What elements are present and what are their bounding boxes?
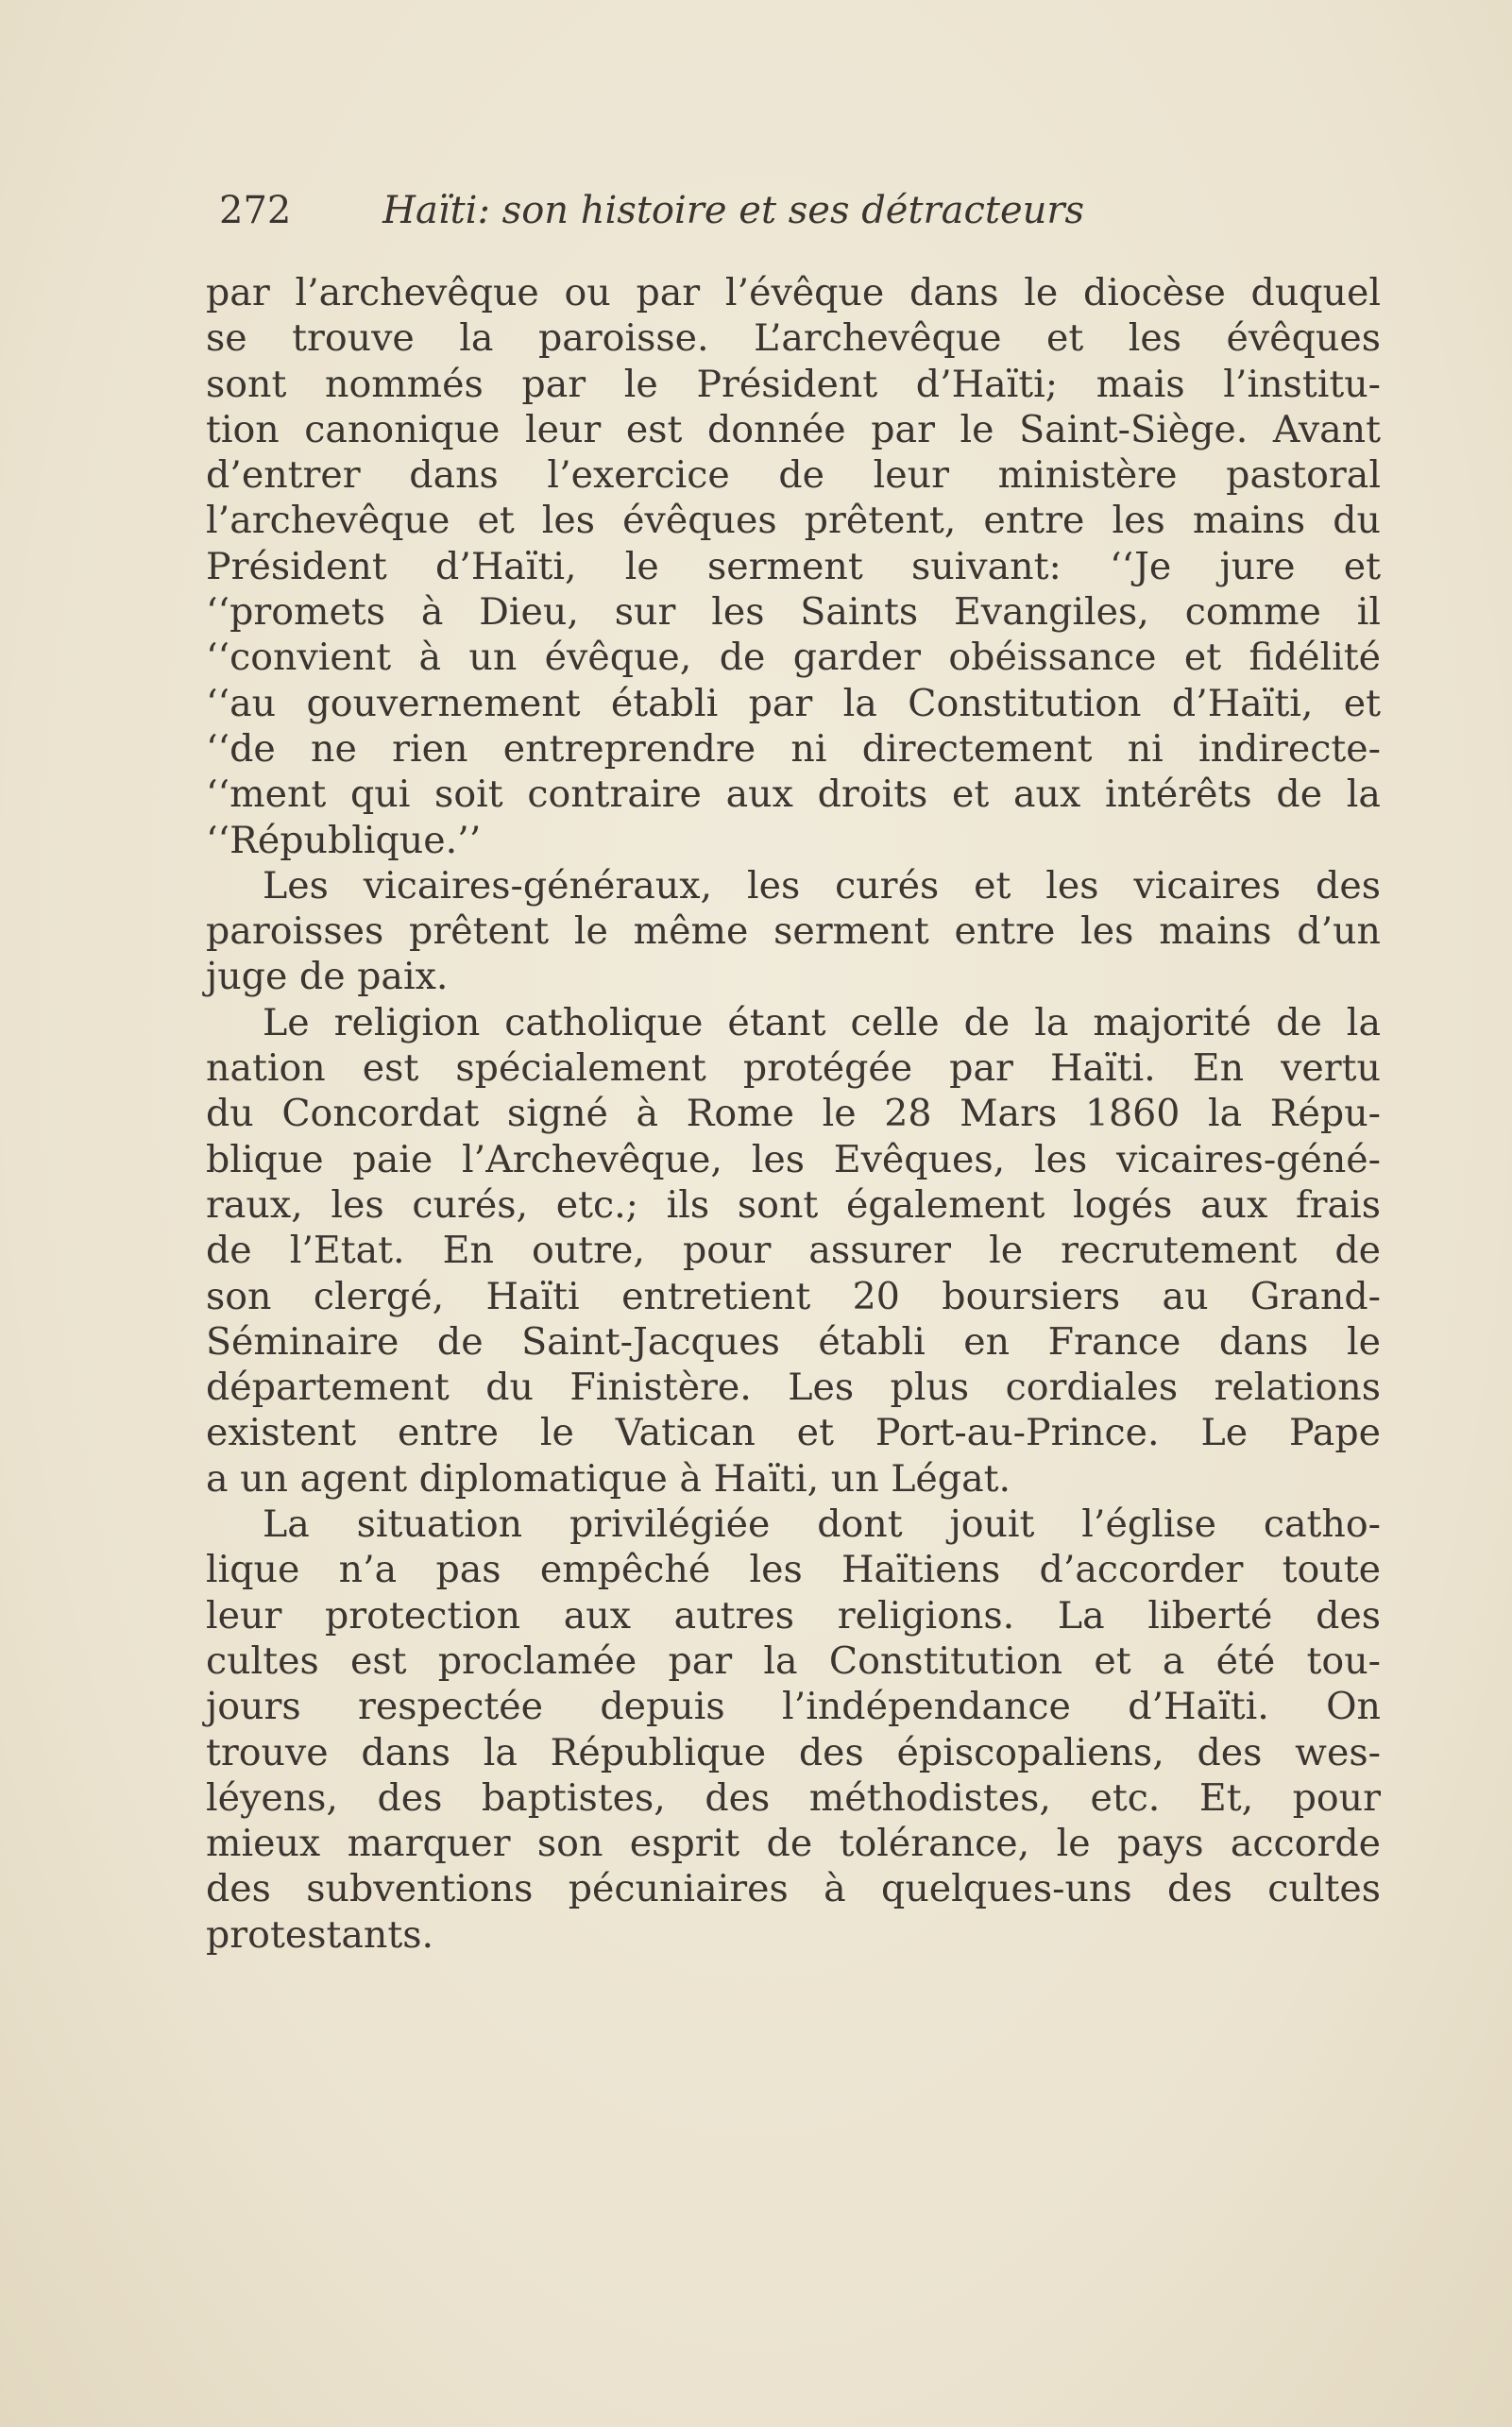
page-number: 272 bbox=[219, 189, 292, 232]
text-line: Séminaire de Saint-Jacques établi en France dans le bbox=[206, 1319, 1381, 1364]
text-line: leur protection aux autres religions. La liberté des bbox=[206, 1593, 1381, 1638]
page-header bbox=[219, 189, 1239, 246]
text-line: son clergé, Haïti entretient 20 boursiers au Grand- bbox=[206, 1274, 1381, 1318]
text-line: a un agent diplomatique à Haïti, un Légat. bbox=[206, 1456, 1011, 1501]
text-line: lique n’a pas empêché les Haïtiens d’accorder toute bbox=[206, 1548, 1381, 1592]
text-line: mieux marquer son esprit de tolérance, le pays accorde bbox=[206, 1822, 1381, 1866]
text-line: nation est spécialement protégée par Haïti. En vertu bbox=[206, 1046, 1381, 1091]
text-line: cultes est proclamée par la Constitution et a été tou- bbox=[206, 1638, 1381, 1683]
running-title: Haïti: son histoire et ses détracteurs bbox=[382, 189, 1085, 232]
paragraph-start-line: Le religion catholique étant celle de la majorité de la bbox=[263, 1000, 1381, 1044]
text-line: département du Finistère. Les plus cordiales relations bbox=[206, 1366, 1381, 1410]
text-line: de l’Etat. En outre, pour assurer le recrutement de bbox=[206, 1229, 1381, 1273]
text-line: existent entre le Vatican et Port-au-Prince. Le Pape bbox=[206, 1411, 1381, 1455]
text-line: ‘‘promets à Dieu, sur les Saints Evangiles, comme il bbox=[206, 590, 1381, 635]
text-line: ‘‘de ne rien entreprendre ni directement ni indirecte- bbox=[206, 726, 1381, 771]
text-line: par l’archevêque ou par l’évêque dans le diocèse duquel bbox=[206, 271, 1381, 314]
text-line: ‘‘au gouvernement établi par la Constitution d’Haïti, et bbox=[206, 681, 1381, 725]
text-line: Président d’Haïti, le serment suivant: ‘‘Je jure et bbox=[206, 544, 1381, 588]
text-line: du Concordat signé à Rome le 28 Mars 1860 la Répu- bbox=[206, 1092, 1381, 1136]
text-line: blique paie l’Archevêque, les Evêques, les vicaires-géné- bbox=[206, 1137, 1381, 1181]
text-line: trouve dans la République des épiscopaliens, des wes- bbox=[206, 1730, 1381, 1774]
text-line: protestants. bbox=[206, 1912, 434, 1957]
text-line: d’entrer dans l’exercice de leur ministère pastoral bbox=[206, 453, 1381, 498]
body-text bbox=[206, 270, 1381, 1970]
text-line: jours respectée depuis l’indépendance d’Haïti. On bbox=[206, 1685, 1381, 1729]
text-line: ‘‘République.’’ bbox=[206, 818, 482, 862]
text-line: se trouve la paroisse. L’archevêque et les évêques bbox=[206, 316, 1381, 361]
text-line: raux, les curés, etc.; ils sont également logés aux frais bbox=[206, 1182, 1381, 1227]
text-line: ‘‘ment qui soit contraire aux droits et aux intérêts de la bbox=[206, 772, 1381, 817]
text-line: sont nommés par le Président d’Haïti; mais l’institu- bbox=[206, 362, 1381, 406]
text-line: ‘‘convient à un évêque, de garder obéissance et fidélité bbox=[206, 636, 1381, 680]
text-line: paroisses prêtent le même serment entre les mains d’un bbox=[206, 909, 1381, 954]
paragraph-start-line: Les vicaires-généraux, les curés et les vicaires des bbox=[263, 863, 1381, 908]
paragraph-start-line: La situation privilégiée dont jouit l’église catho- bbox=[263, 1502, 1381, 1547]
text-line: juge de paix. bbox=[206, 955, 449, 999]
text-line: léyens, des baptistes, des méthodistes, etc. Et, pour bbox=[206, 1775, 1381, 1820]
text-line: des subventions pécuniaires à quelques-uns des cultes bbox=[206, 1867, 1381, 1911]
text-line: tion canonique leur est donnée par le Saint-Siège. Avant bbox=[206, 407, 1381, 451]
text-line: l’archevêque et les évêques prêtent, entre les mains du bbox=[206, 499, 1381, 543]
